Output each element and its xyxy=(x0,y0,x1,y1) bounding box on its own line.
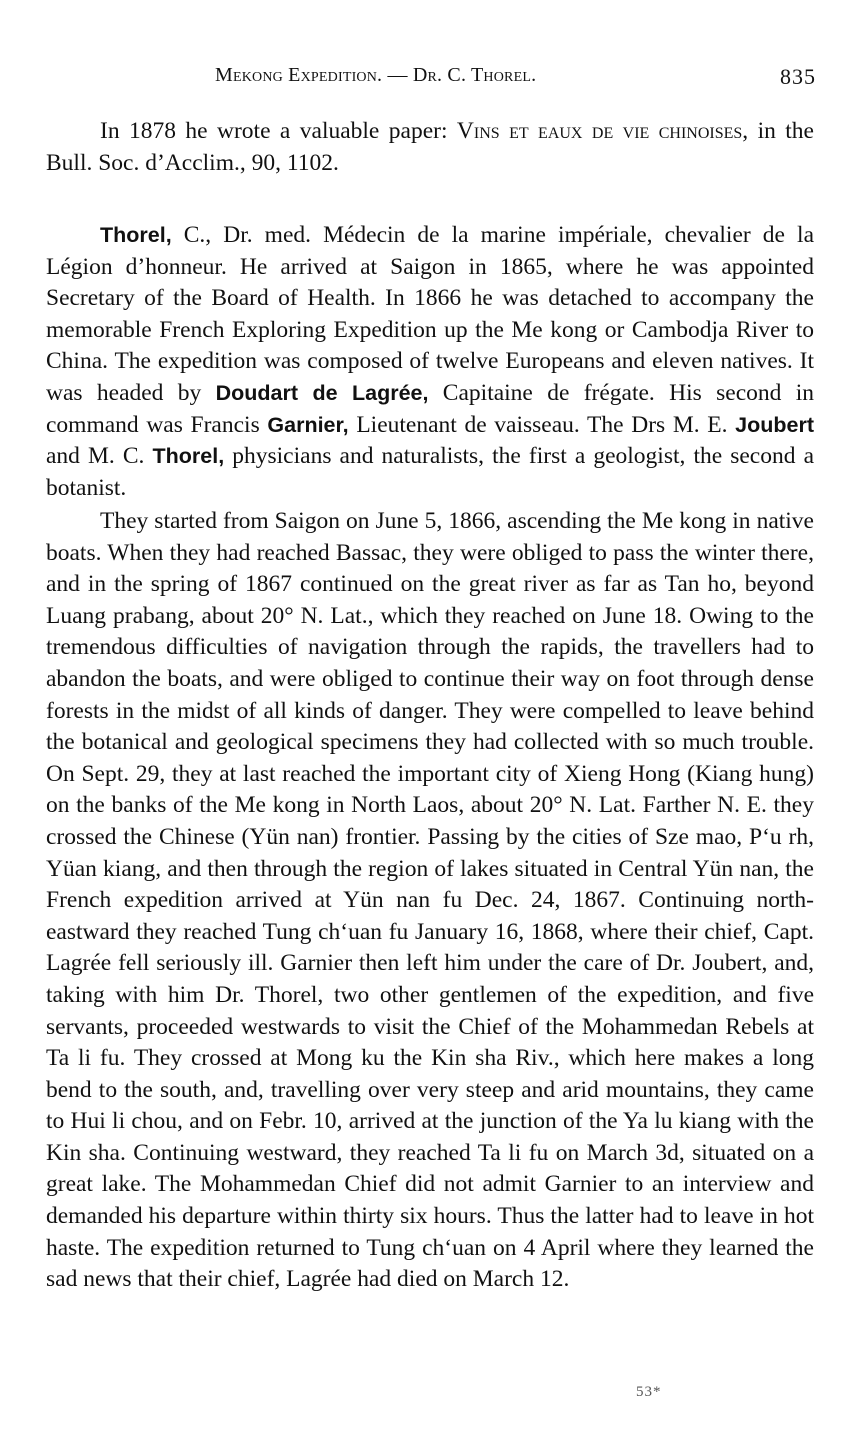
paragraph-citation: In 1878 he wrote a valuable paper: Vins et eaux de vie chinoises, in the Bull. Soc. d’Acclim., 90, 1102. xyxy=(46,118,814,176)
name-garnier: Garnier, xyxy=(267,412,349,437)
signature-mark: 53* xyxy=(636,1384,662,1400)
name-thorel: Thorel, xyxy=(152,444,225,469)
paragraph-entry-thorel: Thorel, C., Dr. med. Médecin de la marine impériale, chevalier de la Légion d’honneur. He arrived at Saigon in 1865, where he was appointed Secretary of the Board of Health. In 1866 he was detached to accompany the memorable French Exploring Expedition up the Me kong or Cambodja River to China. The expedition was composed of twelve Europeans and eleven natives. It was headed by Doudart de Lagrée, Capitaine de frégate. His second in command was Francis Garnier, Lieutenant de vaisseau. The Drs M. E. Joubert and M. C. Thorel, physicians and naturalists, the first a geologist, the second a botanist. xyxy=(46,222,815,501)
entry-name: Thorel, xyxy=(100,223,172,247)
paper-title: Vins et eaux de vie chinoises xyxy=(456,118,743,144)
page-number: 835 xyxy=(780,64,816,89)
name-lagree: Doudart de Lagrée, xyxy=(215,380,429,405)
paragraph-journey: They started from Saigon on June 5, 1866, ascending the Me kong in native boats. When they had reached Bassac, they were obliged to pass the winter there, and in the spring of 1867 continued on the great river as far as Tan ho, beyond Luang prabang, about 20° N. Lat., which they reached on June 18. Owing to the tremendous difficulties of navigation through the rapids, the travellers had to abandon the boats, and were obliged to continue their way on foot through dense forests in the midst of all kinds of danger. They were compelled to leave behind the botanical and geological specimens they had collected with so much trouble. On Sept. 29, they at last reached the important city of Xieng Hong (Kiang hung) on the banks of the Me kong in North Laos, about 20° N. Lat. Farther N. E. they crossed the Chinese (Yün nan) frontier. Passing by the cities of Sze mao, P‘u rh, Yüan kiang, and then through the region of lakes situated in Central Yün nan, the French expedition arrived at Yün nan fu Dec. 24, 1867. Continuing north-eastward they reached Tung ch‘uan fu January 16, 1868, where their chief, Capt. Lagrée fell seriously ill. Garnier then left him under the care of Dr. Joubert, and, taking with him Dr. Thorel, two other gentlemen of the expedition, and five servants, proceeded westwards to visit the Chief of the Mohammedan Rebels at Ta li fu. They crossed at Mong ku the Kin sha Riv., which here makes a long bend to the south, and, travelling over very steep and arid mountains, they came to Hui li chou, and on Febr. 10, arrived at the junction of the Ya lu kiang with the Kin sha. Continuing westward, they reached Ta li fu on March 3d, situated on a great lake. The Mohammedan Chief did not admit Garnier to an interview and demanded his departure within thirty six hours. Thus the latter had to leave in hot haste. The expedition returned to Tung ch‘uan on 4 April where they learned the sad news that their chief, Lagrée had died on March 12. xyxy=(46,508,814,1293)
name-joubert: Joubert xyxy=(735,412,814,437)
running-head xyxy=(0,58,850,92)
running-title: Mekong Expedition. — Dr. C. Thorel. xyxy=(215,64,537,86)
